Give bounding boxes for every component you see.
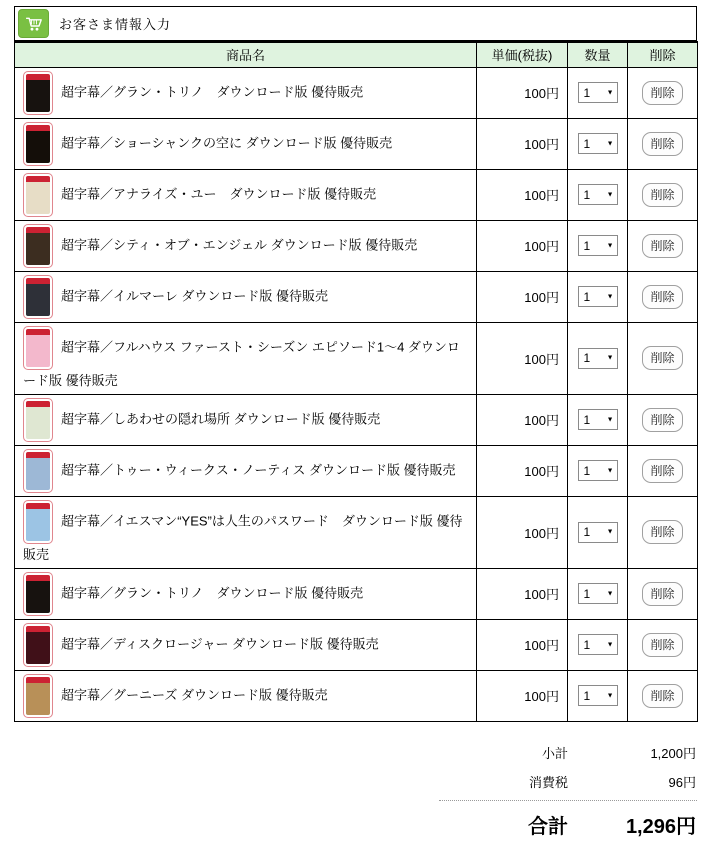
quantity-select-wrap (578, 634, 618, 655)
quantity-select[interactable] (578, 82, 618, 103)
delete-cell (628, 619, 698, 670)
unit-price: 100円 (477, 445, 568, 496)
product-cell (15, 67, 477, 118)
unit-price: 100円 (477, 394, 568, 445)
product-thumbnail (23, 623, 53, 667)
quantity-cell (568, 619, 628, 670)
thumbnail-poster (26, 458, 50, 490)
delete-button[interactable]: 削除 (642, 346, 682, 370)
table-row (15, 445, 698, 496)
product-cell (15, 271, 477, 322)
quantity-cell (568, 118, 628, 169)
product-thumbnail (23, 449, 53, 493)
thumbnail-logo-band (26, 125, 50, 131)
quantity-cell (568, 67, 628, 118)
delete-button[interactable]: 削除 (642, 520, 682, 544)
product-thumbnail (23, 674, 53, 718)
col-header-product-name: 商品名 (15, 42, 477, 67)
page-title: お客さま情報入力 (59, 17, 172, 32)
chevron-down-icon: ▼ (606, 590, 614, 597)
chevron-down-icon: ▼ (606, 692, 614, 699)
delete-button[interactable]: 削除 (642, 234, 682, 258)
table-row (15, 67, 698, 118)
delete-button[interactable]: 削除 (642, 684, 682, 708)
quantity-cell (568, 220, 628, 271)
delete-cell (628, 169, 698, 220)
product-thumbnail (23, 173, 53, 217)
cart-table (14, 41, 698, 722)
quantity-select-wrap (578, 409, 618, 430)
chevron-down-icon: ▼ (606, 528, 614, 536)
delete-button[interactable]: 削除 (642, 81, 682, 105)
chevron-down-icon: ▼ (606, 191, 614, 198)
product-thumbnail (23, 224, 53, 268)
thumbnail-logo-band (26, 74, 50, 80)
table-row (15, 619, 698, 670)
thumbnail-logo-band (26, 452, 50, 458)
product-name: 超字幕／アナライズ・ユー ダウンロード版 優待販売 (61, 185, 377, 201)
delete-cell (628, 496, 698, 568)
chevron-down-icon: ▼ (606, 293, 614, 300)
quantity-select[interactable] (578, 460, 618, 481)
product-cell (15, 169, 477, 220)
product-thumbnail (23, 122, 53, 166)
delete-cell (628, 445, 698, 496)
quantity-select-wrap (578, 685, 618, 706)
product-cell (15, 496, 477, 568)
table-row (15, 118, 698, 169)
total-value: 1,296円 (625, 815, 696, 838)
unit-price: 100円 (477, 118, 568, 169)
tax-value: 96円 (668, 774, 696, 790)
subtotal-row (439, 738, 697, 767)
quantity-select[interactable] (578, 235, 618, 256)
product-name: 超字幕／イエスマン“YES”は人生のパスワード ダウンロード版 優待販売 (23, 512, 463, 562)
thumbnail-poster (26, 335, 50, 367)
chevron-down-icon: ▼ (606, 242, 614, 249)
quantity-select-wrap (578, 348, 618, 369)
cart-page (14, 6, 697, 844)
unit-price: 100円 (477, 568, 568, 619)
product-cell (15, 568, 477, 619)
thumbnail-poster (26, 632, 50, 664)
product-thumbnail (23, 326, 53, 370)
product-cell (15, 445, 477, 496)
shopping-cart-icon (18, 9, 49, 38)
table-row (15, 220, 698, 271)
quantity-cell (568, 322, 628, 394)
product-thumbnail (23, 572, 53, 616)
tax-row (439, 767, 697, 796)
col-header-delete: 削除 (628, 42, 698, 67)
delete-cell (628, 670, 698, 721)
thumbnail-poster (26, 182, 50, 214)
chevron-down-icon: ▼ (606, 140, 614, 147)
col-header-unit-price: 単価(税抜) (477, 42, 568, 67)
thumbnail-logo-band (26, 329, 50, 335)
chevron-down-icon: ▼ (606, 641, 614, 648)
quantity-cell (568, 394, 628, 445)
table-header-row (15, 42, 698, 67)
delete-button[interactable]: 削除 (642, 633, 682, 657)
product-name: 超字幕／グラン・トリノ ダウンロード版 優待販売 (61, 83, 364, 99)
quantity-select[interactable] (578, 133, 618, 154)
product-name: 超字幕／フルハウス ファースト・シーズン エピソード1～4 ダウンロード版 優待販売 (23, 338, 460, 388)
table-row (15, 670, 698, 721)
delete-cell (628, 322, 698, 394)
table-row (15, 322, 698, 394)
quantity-select-wrap (578, 133, 618, 154)
quantity-select[interactable] (578, 286, 618, 307)
col-header-quantity: 数量 (568, 42, 628, 67)
delete-button[interactable]: 削除 (642, 132, 682, 156)
quantity-select-wrap (578, 460, 618, 481)
quantity-select-wrap (578, 235, 618, 256)
product-cell (15, 670, 477, 721)
thumbnail-poster (26, 80, 50, 112)
thumbnail-poster (26, 284, 50, 316)
quantity-select-wrap (578, 583, 618, 604)
tax-label: 消費税 (528, 774, 568, 790)
quantity-select[interactable] (578, 685, 618, 706)
quantity-cell (568, 670, 628, 721)
thumbnail-poster (26, 233, 50, 265)
quantity-cell (568, 271, 628, 322)
unit-price: 100円 (477, 169, 568, 220)
thumbnail-poster (26, 683, 50, 715)
product-thumbnail (23, 500, 53, 544)
delete-cell (628, 220, 698, 271)
quantity-select[interactable] (578, 522, 618, 543)
thumbnail-logo-band (26, 503, 50, 509)
product-name: 超字幕／グーニーズ ダウンロード版 優待販売 (61, 686, 328, 702)
product-thumbnail (23, 275, 53, 319)
product-name: 超字幕／イルマーレ ダウンロード版 優待販売 (61, 287, 328, 303)
thumbnail-logo-band (26, 626, 50, 632)
product-cell (15, 220, 477, 271)
product-name: 超字幕／ショーシャンクの空に ダウンロード版 優待販売 (61, 134, 393, 150)
unit-price: 100円 (477, 271, 568, 322)
thumbnail-logo-band (26, 227, 50, 233)
quantity-select-wrap (578, 522, 618, 543)
delete-button[interactable]: 削除 (642, 459, 682, 483)
delete-cell (628, 568, 698, 619)
product-cell (15, 322, 477, 394)
quantity-cell (568, 496, 628, 568)
order-summary (439, 738, 697, 844)
product-name: 超字幕／グラン・トリノ ダウンロード版 優待販売 (61, 584, 364, 600)
chevron-down-icon: ▼ (606, 416, 614, 423)
unit-price: 100円 (477, 322, 568, 394)
table-row (15, 271, 698, 322)
unit-price: 100円 (477, 496, 568, 568)
thumbnail-logo-band (26, 677, 50, 683)
product-cell (15, 619, 477, 670)
delete-cell (628, 271, 698, 322)
quantity-select[interactable] (578, 409, 618, 430)
total-label: 合計 (528, 815, 568, 838)
product-name: 超字幕／しあわせの隠れ場所 ダウンロード版 優待販売 (61, 410, 381, 426)
product-name: 超字幕／トゥー・ウィークス・ノーティス ダウンロード版 優待販売 (61, 461, 456, 477)
thumbnail-poster (26, 581, 50, 613)
quantity-select[interactable] (578, 348, 618, 369)
thumbnail-poster (26, 509, 50, 541)
product-thumbnail (23, 71, 53, 115)
delete-cell (628, 394, 698, 445)
quantity-cell (568, 169, 628, 220)
page-header (14, 6, 697, 41)
quantity-select[interactable] (578, 184, 618, 205)
chevron-down-icon: ▼ (606, 467, 614, 474)
thumbnail-poster (26, 407, 50, 439)
product-cell (15, 394, 477, 445)
delete-button[interactable]: 削除 (642, 285, 682, 309)
product-cell (15, 118, 477, 169)
table-row (15, 496, 698, 568)
unit-price: 100円 (477, 619, 568, 670)
table-row (15, 394, 698, 445)
thumbnail-logo-band (26, 278, 50, 284)
chevron-down-icon: ▼ (606, 89, 614, 96)
quantity-select-wrap (578, 184, 618, 205)
delete-button[interactable]: 削除 (642, 582, 682, 606)
product-name: 超字幕／ディスクロージャー ダウンロード版 優待販売 (61, 635, 379, 651)
quantity-select[interactable] (578, 583, 618, 604)
unit-price: 100円 (477, 220, 568, 271)
product-name: 超字幕／シティ・オブ・エンジェル ダウンロード版 優待販売 (61, 236, 418, 252)
quantity-select-wrap (578, 286, 618, 307)
thumbnail-logo-band (26, 401, 50, 407)
quantity-select-wrap (578, 82, 618, 103)
quantity-select[interactable] (578, 634, 618, 655)
unit-price: 100円 (477, 670, 568, 721)
delete-cell (628, 67, 698, 118)
table-row (15, 568, 698, 619)
table-row (15, 169, 698, 220)
subtotal-value: 1,200円 (650, 745, 696, 761)
unit-price: 100円 (477, 67, 568, 118)
product-thumbnail (23, 398, 53, 442)
quantity-cell (568, 445, 628, 496)
thumbnail-logo-band (26, 575, 50, 581)
quantity-cell (568, 568, 628, 619)
delete-cell (628, 118, 698, 169)
subtotal-label: 小計 (541, 745, 568, 761)
delete-button[interactable]: 削除 (642, 408, 682, 432)
delete-button[interactable]: 削除 (642, 183, 682, 207)
chevron-down-icon: ▼ (606, 354, 614, 362)
thumbnail-logo-band (26, 176, 50, 182)
total-row (439, 800, 697, 844)
thumbnail-poster (26, 131, 50, 163)
